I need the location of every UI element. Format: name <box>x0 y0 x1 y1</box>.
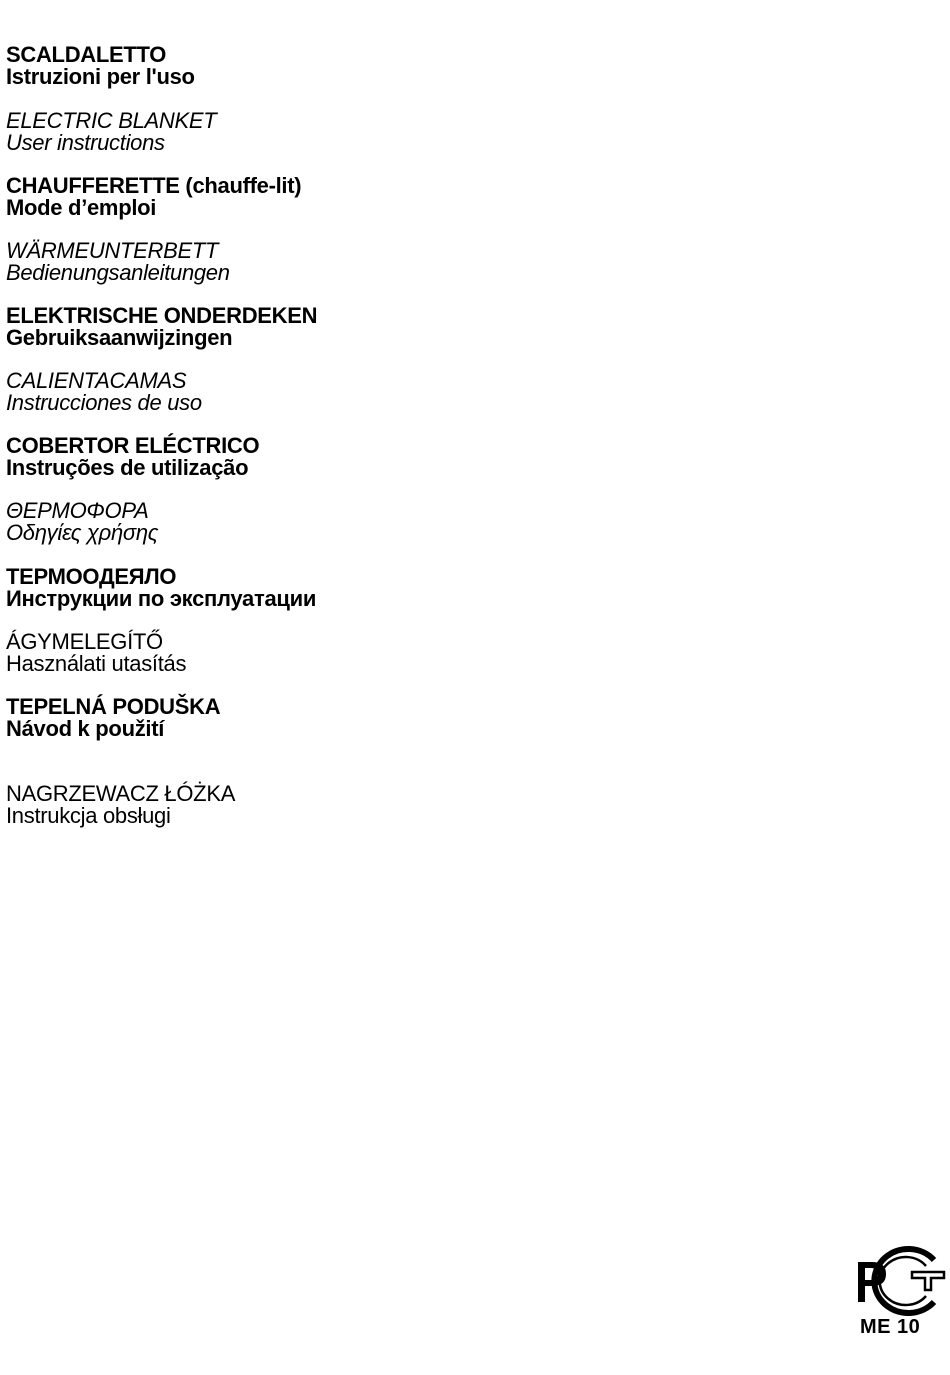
instructions-label: Istruzioni per l'uso <box>6 64 195 89</box>
instructions-label: User instructions <box>6 130 165 155</box>
language-block-french <box>6 175 301 219</box>
language-block-czech <box>6 696 220 740</box>
instructions-label: Instrukcja obsługi <box>6 803 171 828</box>
instructions-label: Használati utasítás <box>6 651 187 676</box>
language-block-russian <box>6 566 316 610</box>
product-title: CALIENTACAMAS <box>6 368 187 393</box>
language-block-greek <box>6 500 158 544</box>
language-block-portuguese <box>6 435 259 479</box>
language-block-hungarian <box>6 631 186 675</box>
product-title: ΘΕΡΜΟΦΟΡΑ <box>6 498 149 523</box>
instructions-label: Mode d’emploi <box>6 195 157 220</box>
language-block-dutch <box>6 305 317 349</box>
product-title: SCALDALETTO <box>6 42 167 67</box>
certification-code: ME 10 <box>860 1316 921 1338</box>
product-title: NAGRZEWACZ ŁÓŻKA <box>6 781 236 806</box>
instructions-label: Návod k použití <box>6 716 165 741</box>
instructions-label: Gebruiksaanwijzingen <box>6 325 233 350</box>
instructions-label: Bedienungsanleitungen <box>6 260 230 285</box>
language-block-english <box>6 110 216 154</box>
instructions-label: Инструкции по эксплуатации <box>6 586 317 611</box>
product-title: CHAUFFERETTE (chauffe-lit) <box>6 173 302 198</box>
instructions-label: Instrucciones de uso <box>6 390 202 415</box>
product-title: ТЕРМООДЕЯЛО <box>6 564 177 589</box>
language-block-italian <box>6 44 195 88</box>
product-title: WÄRMEUNTERBETT <box>6 238 219 263</box>
product-title: ELEKTRISCHE ONDERDEKEN <box>6 303 318 328</box>
language-block-polish <box>6 783 235 827</box>
product-title: TEPELNÁ PODUŠKA <box>6 694 221 719</box>
product-title: ÁGYMELEGÍTŐ <box>6 629 163 654</box>
language-block-spanish <box>6 370 202 414</box>
instructions-label: Instruções de utilização <box>6 455 249 480</box>
product-title: COBERTOR ELÉCTRICO <box>6 433 260 458</box>
instructions-label: Οδηγίες χρήσης <box>6 520 159 545</box>
product-title: ELECTRIC BLANKET <box>6 108 217 133</box>
pct-logo-icon <box>838 1244 948 1316</box>
certification-mark <box>838 1244 948 1344</box>
language-block-german <box>6 240 230 284</box>
